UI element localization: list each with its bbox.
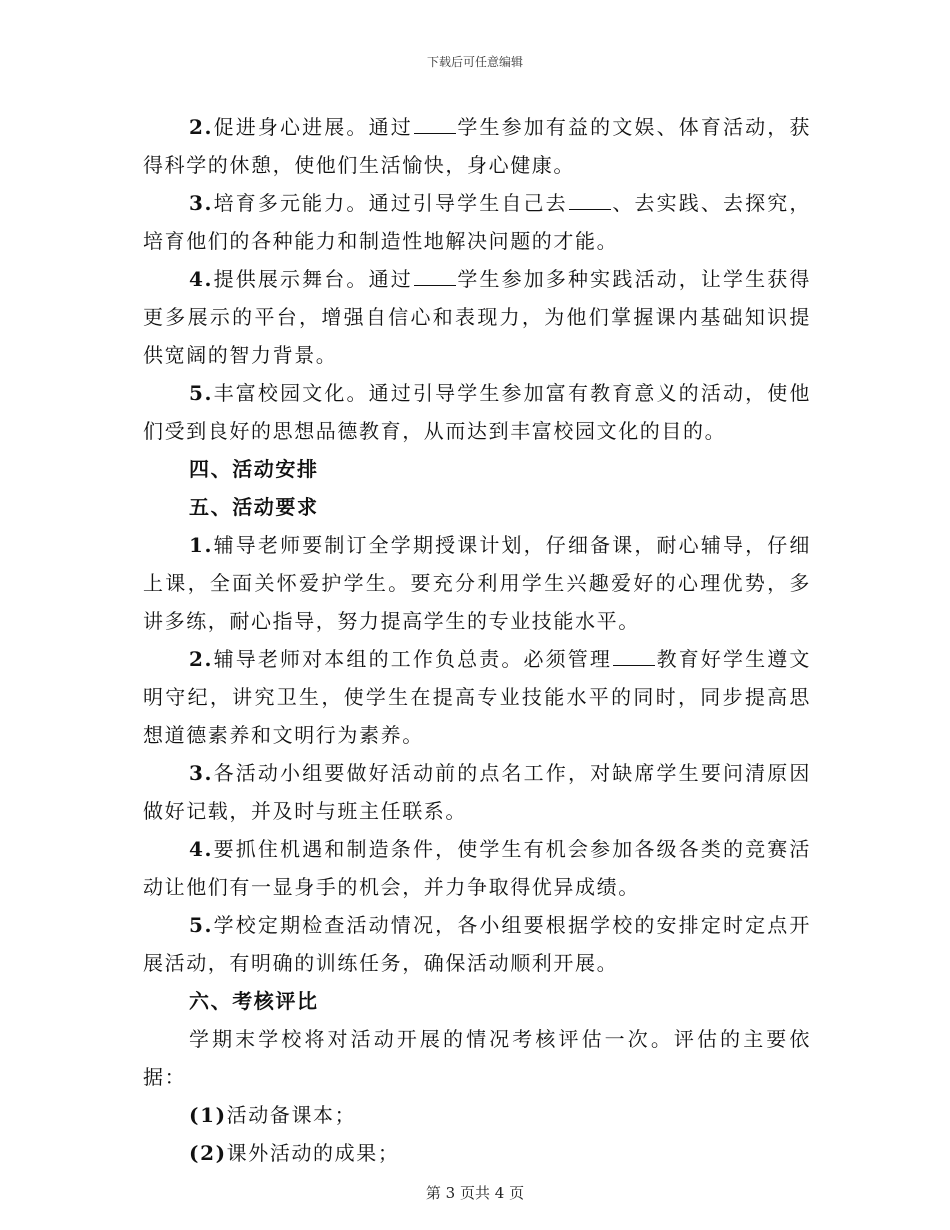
section-heading-activity-requirements: 五、活动要求 (189, 495, 319, 519)
goal-item-3 (143, 184, 811, 260)
requirement-item-1 (143, 526, 811, 640)
item-text: 学校定期检查活动情况，各小组要根据学校的安排定时定点开展活动，有明确的训练任务，确保活动顺利开展。 (143, 913, 811, 975)
item-number: (1) (189, 1103, 227, 1127)
fill-in-blank (414, 115, 456, 134)
fill-in-blank (414, 267, 456, 286)
item-number: (2) (189, 1141, 227, 1165)
fill-in-blank (613, 647, 655, 666)
item-number: 5. (189, 381, 214, 405)
assessment-list-item-2 (143, 1134, 811, 1172)
item-text: 要抓住机遇和制造条件，使学生有机会参加各级各类的竞赛活动让他们有一显身手的机会，并力争取得优异成绩。 (143, 837, 811, 899)
item-number: 4. (189, 837, 214, 861)
page-header: 下载后可任意编辑 (426, 55, 523, 69)
item-number: 2. (189, 115, 214, 139)
goal-item-4 (143, 260, 811, 374)
item-text: 丰富校园文化。通过引导学生参加富有教育意义的活动，使他们受到良好的思想品德教育，从而达到丰富校园文化的目的。 (143, 381, 811, 443)
section-heading-assessment: 六、考核评比 (189, 989, 319, 1013)
item-text-part-a: 提供展示舞台。通过 (213, 267, 413, 291)
item-text-part-b: 学生参加多种实践活动，让学生获得更多展示的平台，增强自信心和表现力，为他们掌握课内基础知识提供宽阔的智力背景。 (143, 267, 811, 367)
item-number: 4. (189, 267, 214, 291)
assessment-list-item-1 (143, 1096, 811, 1134)
document-body (143, 108, 811, 1172)
page-footer: 第 3 页共 4 页 (425, 1184, 525, 1202)
item-number: 1. (189, 533, 214, 557)
item-text: 辅导老师要制订全学期授课计划，仔细备课，耐心辅导，仔细上课，全面关怀爱护学生。要充分利用学生兴趣爱好的心理优势，多讲多练，耐心指导，努力提高学生的专业技能水平。 (143, 533, 811, 633)
item-text: 课外活动的成果； (226, 1141, 400, 1165)
item-text: 活动备课本； (226, 1103, 357, 1127)
item-text-part-a: 培育多元能力。通过引导学生自己去 (213, 191, 568, 215)
item-number: 5. (189, 913, 214, 937)
item-text-part-a: 促进身心进展。通过 (213, 115, 413, 139)
item-text-part-b: 学生参加有益的文娱、体育活动，获得科学的休憩，使他们生活愉快，身心健康。 (143, 115, 811, 177)
goal-item-2 (143, 108, 811, 184)
assessment-intro: 学期末学校将对活动开展的情况考核评估一次。评估的主要依据： (143, 1027, 811, 1089)
item-text-part-b: 教育好学生遵文明守纪，讲究卫生，使学生在提高专业技能水平的同时，同步提高思想道德素养和文明行为素养。 (143, 647, 811, 747)
requirement-item-5 (143, 906, 811, 982)
requirement-item-2 (143, 640, 811, 754)
requirement-item-3 (143, 754, 811, 830)
item-text-part-b: 、去实践、去探究，培育他们的各种能力和制造性地解决问题的才能。 (143, 191, 811, 253)
fill-in-blank (569, 191, 611, 210)
item-text: 各活动小组要做好活动前的点名工作，对缺席学生要问清原因做好记载，并及时与班主任联系。 (143, 761, 811, 823)
item-text-part-a: 辅导老师对本组的工作负总责。必须管理 (213, 647, 613, 671)
item-number: 2. (189, 647, 214, 671)
section-heading-activity-arrangement: 四、活动安排 (189, 457, 319, 481)
item-number: 3. (189, 191, 214, 215)
requirement-item-4 (143, 830, 811, 906)
goal-item-5 (143, 374, 811, 450)
item-number: 3. (189, 761, 214, 785)
